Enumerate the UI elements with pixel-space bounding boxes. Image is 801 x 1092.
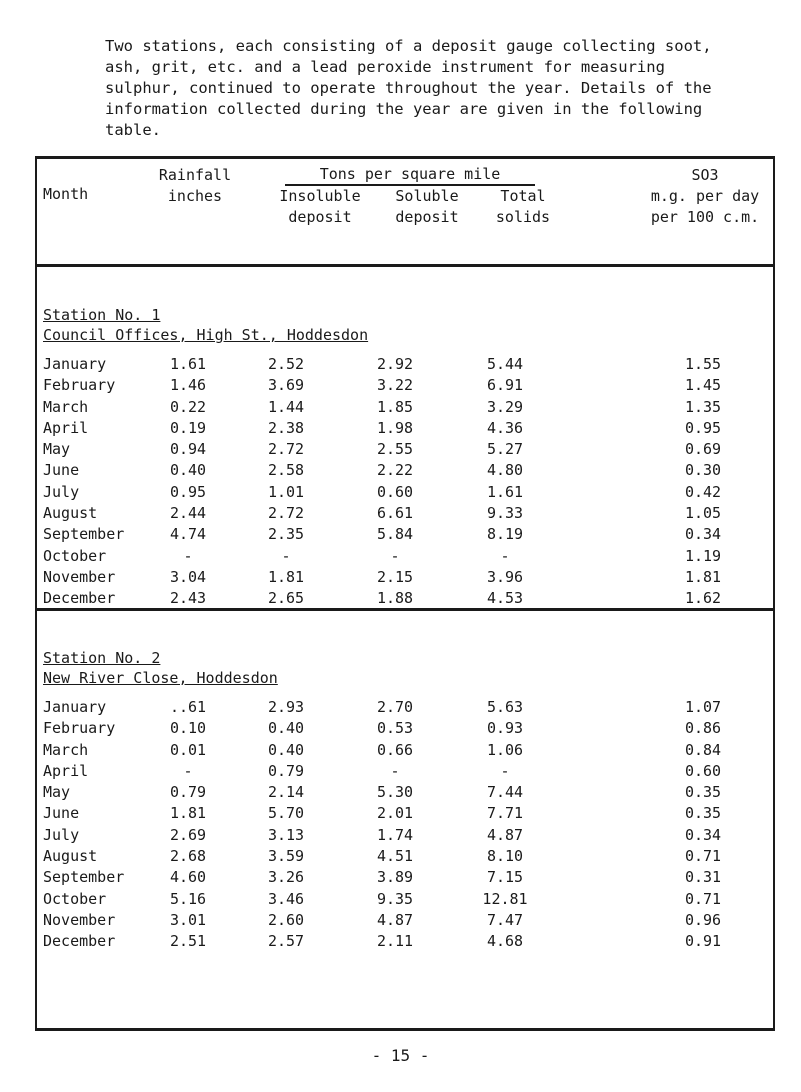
total-cell: 3.29 bbox=[486, 397, 524, 416]
soluble-cell: 1.85 bbox=[376, 397, 414, 416]
so3-cell: 0.71 bbox=[684, 889, 722, 908]
rainfall-cell: 0.95 bbox=[169, 482, 207, 501]
table-row bbox=[43, 483, 763, 504]
insoluble-cell: 2.60 bbox=[267, 910, 305, 929]
so3-cell: 1.62 bbox=[684, 589, 722, 608]
month-cell: April bbox=[43, 761, 89, 780]
insoluble-cell: 2.58 bbox=[267, 461, 305, 480]
header-rainfall: Rainfall bbox=[158, 166, 232, 184]
rainfall-cell: 0.79 bbox=[169, 783, 207, 802]
station-2-rows bbox=[43, 698, 763, 954]
rainfall-cell: 0.40 bbox=[169, 461, 207, 480]
station-1-rows bbox=[43, 355, 763, 611]
table-row bbox=[43, 932, 763, 953]
table-row bbox=[43, 741, 763, 762]
month-cell: December bbox=[43, 589, 116, 608]
soluble-cell: 6.61 bbox=[376, 504, 414, 523]
month-cell: January bbox=[43, 698, 107, 716]
insoluble-cell: 5.70 bbox=[267, 804, 305, 823]
total-cell: 4.36 bbox=[486, 418, 524, 437]
total-cell: 1.06 bbox=[486, 740, 524, 759]
rainfall-cell: 0.22 bbox=[169, 397, 207, 416]
so3-cell: 0.60 bbox=[684, 761, 722, 780]
month-cell: September bbox=[43, 868, 125, 887]
rainfall-cell: 2.51 bbox=[169, 932, 207, 951]
soluble-cell: 1.98 bbox=[376, 418, 414, 437]
rainfall-cell: 1.81 bbox=[169, 804, 207, 823]
soluble-cell: 2.01 bbox=[376, 804, 414, 823]
insoluble-cell: 2.14 bbox=[267, 783, 305, 802]
so3-cell: 1.35 bbox=[684, 397, 722, 416]
total-cell: 5.44 bbox=[486, 355, 524, 373]
soluble-cell: 3.22 bbox=[376, 376, 414, 395]
so3-cell: 0.34 bbox=[684, 825, 722, 844]
soluble-cell: 4.51 bbox=[376, 847, 414, 866]
table-row bbox=[43, 847, 763, 868]
header-insoluble: Insoluble bbox=[279, 187, 361, 205]
soluble-cell: 2.70 bbox=[376, 698, 414, 716]
total-cell: 5.27 bbox=[486, 440, 524, 459]
rainfall-cell: 2.43 bbox=[169, 589, 207, 608]
insoluble-cell: 2.38 bbox=[267, 418, 305, 437]
station-2-title: Station No. 2 bbox=[43, 649, 161, 667]
table-bottom-rule bbox=[35, 1028, 775, 1031]
total-cell: 7.47 bbox=[486, 910, 524, 929]
rainfall-cell: - bbox=[183, 546, 193, 565]
table-row bbox=[43, 355, 763, 376]
soluble-cell: 3.89 bbox=[376, 868, 414, 887]
month-cell: November bbox=[43, 910, 116, 929]
soluble-cell: 5.84 bbox=[376, 525, 414, 544]
total-cell: - bbox=[500, 546, 510, 565]
page-number: - 15 - bbox=[371, 1046, 430, 1065]
rainfall-cell: 1.61 bbox=[169, 355, 207, 373]
station-1-heading bbox=[43, 305, 368, 345]
so3-cell: 0.71 bbox=[684, 847, 722, 866]
month-cell: July bbox=[43, 825, 80, 844]
insoluble-cell: 3.13 bbox=[267, 825, 305, 844]
table-row bbox=[43, 461, 763, 482]
table-row bbox=[43, 719, 763, 740]
rainfall-cell: 2.44 bbox=[169, 504, 207, 523]
rainfall-cell: 4.74 bbox=[169, 525, 207, 544]
total-cell: 5.63 bbox=[486, 698, 524, 716]
station-1-location: Council Offices, High St., Hoddesdon bbox=[43, 326, 369, 344]
month-cell: October bbox=[43, 546, 107, 565]
table-row bbox=[43, 804, 763, 825]
table-row bbox=[43, 547, 763, 568]
rainfall-cell: 0.19 bbox=[169, 418, 207, 437]
insoluble-cell: 2.93 bbox=[267, 698, 305, 716]
insoluble-cell: 0.79 bbox=[267, 761, 305, 780]
soluble-cell: 0.66 bbox=[376, 740, 414, 759]
soluble-cell: 2.92 bbox=[376, 355, 414, 373]
station-1-title: Station No. 1 bbox=[43, 306, 161, 324]
total-cell: 7.71 bbox=[486, 804, 524, 823]
header-so3-units: m.g. per day bbox=[650, 187, 760, 205]
insoluble-cell: 3.69 bbox=[267, 376, 305, 395]
soluble-cell: 2.55 bbox=[376, 440, 414, 459]
insoluble-cell: 2.65 bbox=[267, 589, 305, 608]
soluble-cell: 5.30 bbox=[376, 783, 414, 802]
station-2-location: New River Close, Hoddesdon bbox=[43, 669, 278, 687]
so3-cell: 1.05 bbox=[684, 504, 722, 523]
table-row bbox=[43, 419, 763, 440]
soluble-cell: 0.53 bbox=[376, 719, 414, 738]
table-row bbox=[43, 698, 763, 719]
header-month: Month bbox=[43, 185, 89, 203]
insoluble-cell: 2.35 bbox=[267, 525, 305, 544]
rainfall-cell: 3.01 bbox=[169, 910, 207, 929]
month-cell: February bbox=[43, 719, 116, 738]
so3-cell: 0.34 bbox=[684, 525, 722, 544]
so3-cell: 0.84 bbox=[684, 740, 722, 759]
so3-cell: 1.19 bbox=[684, 546, 722, 565]
month-cell: January bbox=[43, 355, 107, 373]
total-cell: 8.10 bbox=[486, 847, 524, 866]
total-cell: 6.91 bbox=[486, 376, 524, 395]
total-cell: 1.61 bbox=[486, 482, 524, 501]
total-cell: - bbox=[500, 761, 510, 780]
insoluble-cell: 3.46 bbox=[267, 889, 305, 908]
insoluble-cell: 0.40 bbox=[267, 740, 305, 759]
so3-cell: 0.30 bbox=[684, 461, 722, 480]
month-cell: August bbox=[43, 504, 98, 523]
so3-cell: 0.95 bbox=[684, 418, 722, 437]
table-row bbox=[43, 398, 763, 419]
table-row bbox=[43, 376, 763, 397]
soluble-cell: 4.87 bbox=[376, 910, 414, 929]
insoluble-cell: 3.59 bbox=[267, 847, 305, 866]
insoluble-cell: 2.72 bbox=[267, 504, 305, 523]
so3-cell: 0.86 bbox=[684, 719, 722, 738]
insoluble-cell: 2.72 bbox=[267, 440, 305, 459]
month-cell: April bbox=[43, 418, 89, 437]
total-cell: 0.93 bbox=[486, 719, 524, 738]
table-row bbox=[43, 890, 763, 911]
soluble-cell: 9.35 bbox=[376, 889, 414, 908]
total-cell: 4.68 bbox=[486, 932, 524, 951]
soluble-cell: 2.11 bbox=[376, 932, 414, 951]
so3-cell: 0.35 bbox=[684, 804, 722, 823]
total-cell: 9.33 bbox=[486, 504, 524, 523]
rainfall-cell: 1.46 bbox=[169, 376, 207, 395]
header-rainfall-units: inches bbox=[167, 187, 223, 205]
rainfall-cell: 2.68 bbox=[169, 847, 207, 866]
soluble-cell: - bbox=[390, 546, 400, 565]
header-so3-volume: per 100 c.m. bbox=[650, 208, 760, 226]
soluble-cell: 2.22 bbox=[376, 461, 414, 480]
rainfall-cell: 0.94 bbox=[169, 440, 207, 459]
month-cell: June bbox=[43, 461, 80, 480]
header-insoluble-2: deposit bbox=[288, 208, 352, 226]
so3-cell: 0.91 bbox=[684, 932, 722, 951]
table-row bbox=[43, 868, 763, 889]
insoluble-cell: 0.40 bbox=[267, 719, 305, 738]
total-cell: 7.15 bbox=[486, 868, 524, 887]
insoluble-cell: 3.26 bbox=[267, 868, 305, 887]
rainfall-cell: 0.01 bbox=[169, 740, 207, 759]
rainfall-cell: ..61 bbox=[169, 698, 207, 716]
table-row bbox=[43, 783, 763, 804]
so3-cell: 0.31 bbox=[684, 868, 722, 887]
insoluble-cell: 1.44 bbox=[267, 397, 305, 416]
total-cell: 4.80 bbox=[486, 461, 524, 480]
header-so3: SO3 bbox=[691, 166, 719, 184]
month-cell: May bbox=[43, 783, 71, 802]
intro-paragraph: Two stations, each consisting of a deposit gauge collecting soot, ash, grit, etc. and a lead peroxide instrument for measuring sulphur, continued to operate throughout the year. Details of the information collected during the year are given in the following table. bbox=[105, 37, 712, 139]
so3-cell: 1.07 bbox=[684, 698, 722, 716]
so3-cell: 0.96 bbox=[684, 910, 722, 929]
total-cell: 4.87 bbox=[486, 825, 524, 844]
total-cell: 8.19 bbox=[486, 525, 524, 544]
insoluble-cell: 1.01 bbox=[267, 482, 305, 501]
month-cell: November bbox=[43, 567, 116, 586]
insoluble-cell: 2.52 bbox=[267, 355, 305, 373]
soluble-cell: 1.88 bbox=[376, 589, 414, 608]
month-cell: June bbox=[43, 804, 80, 823]
rainfall-cell: - bbox=[183, 761, 193, 780]
header-rule bbox=[35, 264, 775, 267]
header-total-2: solids bbox=[495, 208, 551, 226]
month-cell: December bbox=[43, 932, 116, 951]
month-cell: July bbox=[43, 482, 80, 501]
soluble-cell: - bbox=[390, 761, 400, 780]
table-row bbox=[43, 525, 763, 546]
rainfall-cell: 3.04 bbox=[169, 567, 207, 586]
table-top-rule bbox=[35, 156, 775, 159]
month-cell: March bbox=[43, 397, 89, 416]
month-cell: August bbox=[43, 847, 98, 866]
total-cell: 7.44 bbox=[486, 783, 524, 802]
table-row bbox=[43, 440, 763, 461]
rainfall-cell: 0.10 bbox=[169, 719, 207, 738]
table-row bbox=[43, 762, 763, 783]
so3-cell: 1.45 bbox=[684, 376, 722, 395]
header-total: Total bbox=[500, 187, 546, 205]
month-cell: September bbox=[43, 525, 125, 544]
so3-cell: 1.55 bbox=[684, 355, 722, 373]
total-cell: 12.81 bbox=[482, 889, 528, 908]
insoluble-cell: 1.81 bbox=[267, 567, 305, 586]
table-row bbox=[43, 826, 763, 847]
month-cell: March bbox=[43, 740, 89, 759]
so3-cell: 0.42 bbox=[684, 482, 722, 501]
table-row bbox=[43, 504, 763, 525]
header-soluble: Soluble bbox=[395, 187, 459, 205]
rainfall-cell: 2.69 bbox=[169, 825, 207, 844]
so3-cell: 0.35 bbox=[684, 783, 722, 802]
header-soluble-2: deposit bbox=[395, 208, 459, 226]
insoluble-cell: - bbox=[281, 546, 291, 565]
month-cell: October bbox=[43, 889, 107, 908]
insoluble-cell: 2.57 bbox=[267, 932, 305, 951]
header-tons-group: Tons per square mile bbox=[285, 165, 535, 186]
table-row bbox=[43, 911, 763, 932]
total-cell: 4.53 bbox=[486, 589, 524, 608]
month-cell: February bbox=[43, 376, 116, 395]
rainfall-cell: 4.60 bbox=[169, 868, 207, 887]
soluble-cell: 2.15 bbox=[376, 567, 414, 586]
so3-cell: 0.69 bbox=[684, 440, 722, 459]
table-row bbox=[43, 589, 763, 610]
station-2-heading bbox=[43, 648, 278, 688]
so3-cell: 1.81 bbox=[684, 567, 722, 586]
soluble-cell: 1.74 bbox=[376, 825, 414, 844]
total-cell: 3.96 bbox=[486, 567, 524, 586]
month-cell: May bbox=[43, 440, 71, 459]
table-row bbox=[43, 568, 763, 589]
rainfall-cell: 5.16 bbox=[169, 889, 207, 908]
soluble-cell: 0.60 bbox=[376, 482, 414, 501]
